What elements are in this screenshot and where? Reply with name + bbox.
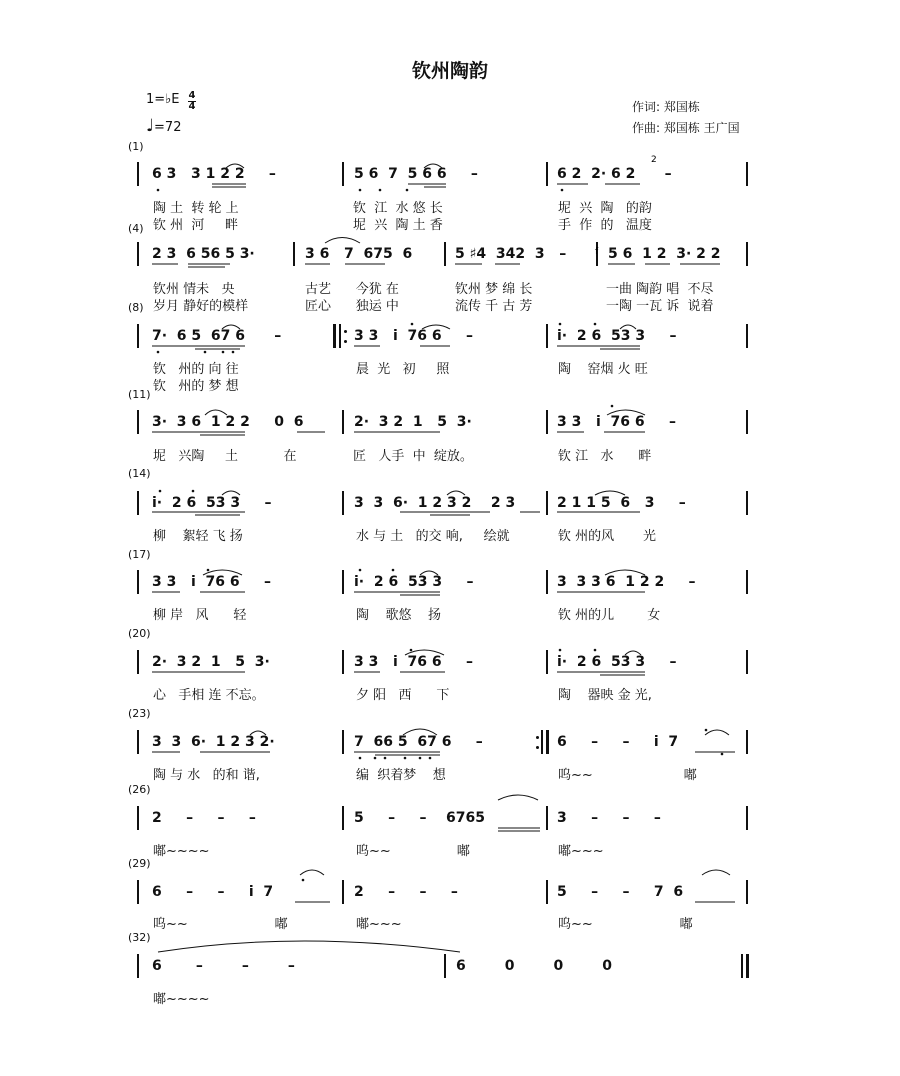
notation: 3 3 6· 1 2 3 2· (152, 734, 275, 750)
notation: 3 – – – (557, 810, 661, 826)
notation: 2 3 6 56 5 3· (152, 246, 255, 262)
measure-number: (14) (128, 467, 151, 480)
lyric-line: 心 手相 连 不忘。 (153, 688, 265, 703)
lyric-line: 坭 兴 陶 土 香 (353, 218, 443, 233)
notation: 6 2 2· 6 2 – (557, 166, 672, 182)
notation: 6 3 3 1 2 2 – (152, 166, 276, 182)
lyric-line: 夕 阳 西 下 (356, 688, 450, 703)
notation: i· 2 6 53 3 – (557, 654, 677, 670)
song-title: 钦州陶韵 (411, 60, 488, 82)
notation: 7· 6 5 67 6 – (152, 328, 282, 344)
measure-number: (20) (128, 627, 151, 640)
notation: 3· 3 6 1 2 2 0 6 (152, 414, 304, 430)
time-signature-top: 4 (188, 90, 196, 101)
lyric-line: 一陶 一瓦 诉 说着 (606, 299, 714, 314)
measure-number: (1) (128, 140, 144, 153)
notation: 2· 3 2 1 5 3· (152, 654, 270, 670)
lyric-line: 陶 土 转 轮 上 (153, 201, 239, 216)
lyric-line: 钦 州的儿 女 (558, 608, 661, 623)
notation: 5 ♯4 342 3 – (455, 246, 567, 262)
svg-text:2: 2 (651, 155, 657, 165)
lyric-line: 陶 歌悠 扬 (356, 608, 442, 623)
key-signature: 1=♭E (146, 92, 180, 107)
composer-credit: 作曲: 郑国栋 王广国 (632, 121, 740, 135)
tempo-marking (146, 116, 181, 136)
notation: 2 1 1 5 6 3 – (557, 495, 686, 511)
notation: i· 2 6 53 3 – (152, 495, 272, 511)
lyric-line: 手 作 的 温度 (558, 218, 652, 233)
notation: 3 3 i 76 6 – (354, 328, 473, 344)
notation: 3 6 7 675 6 (305, 246, 413, 262)
lyric-line: 陶 与 水 的和 谐, (153, 768, 260, 783)
notation: 6 0 0 0 (456, 958, 612, 974)
measure-number: (23) (128, 707, 151, 720)
notation: 2 – – – (152, 810, 256, 826)
lyric-line: 陶 窑烟 火 旺 (558, 362, 648, 377)
lyric-line: 嘟~~~~ (153, 992, 210, 1007)
lyric-line: 钦 州 河 畔 (153, 218, 239, 233)
notation: 3 3 3 6 1 2 2 – (557, 574, 696, 590)
measure-number: (11) (128, 388, 151, 401)
tempo-value: =72 (154, 120, 182, 135)
notation: 5 6 1 2 3· 2 2 (608, 246, 721, 262)
lyric-line: 匠 人手 中 绽放。 (353, 449, 473, 464)
lyric-line: 钦 江 水 悠 长 (353, 201, 443, 216)
lyric-line: 嘟~~~ (558, 844, 604, 859)
notation: 3 3 i 76 6 – (354, 654, 473, 670)
lyric-line: 钦 州的 向 往 (153, 362, 239, 377)
lyric-line: 坭 兴陶 土 在 (153, 449, 297, 464)
measure-number: (26) (128, 783, 151, 796)
lyric-line: 呜~~ 嘟 (153, 917, 288, 932)
lyric-line: 柳 岸 风 轻 (153, 608, 247, 623)
lyric-line: 陶 器映 金 光, (558, 688, 652, 703)
measure-number: (8) (128, 301, 144, 314)
lyric-line: 匠心 独运 中 (305, 299, 399, 314)
notation: 3 3 i 76 6 – (557, 414, 676, 430)
notation: 5 – – 7 6 (557, 884, 684, 900)
lyric-line: 钦 州的 梦 想 (153, 379, 239, 394)
measure-number: (29) (128, 857, 151, 870)
notation: 6 – – – (152, 958, 295, 974)
time-signature (188, 91, 196, 112)
notation: 5 – – 6765 (354, 810, 485, 826)
lyric-line: 岁月 静好的模样 (153, 299, 249, 314)
lyric-line: 嘟~~~ (356, 917, 402, 932)
svg-text:f: f (595, 247, 599, 257)
notation: 7 66 5 67 6 – (354, 734, 483, 750)
notation: 2· 3 2 1 5 3· (354, 414, 472, 430)
notation: i· 2 6 53 3 – (557, 328, 677, 344)
lyric-line: 编 织着梦 想 (356, 768, 446, 783)
lyric-line: 水 与 土 的交 响, 绘就 (356, 529, 510, 544)
notation: 2 – – – (354, 884, 458, 900)
lyric-line: 呜~~ 嘟 (558, 917, 693, 932)
measure-number: (17) (128, 548, 151, 561)
lyric-line: 钦 州的风 光 (558, 529, 657, 544)
lyric-line: 呜~~ 嘟 (356, 844, 470, 859)
measure-number: (32) (128, 931, 151, 944)
notation: 6 – – i 7 (557, 734, 679, 750)
notation: 3 3 i 76 6 – (152, 574, 271, 590)
lyric-line: 钦 江 水 畔 (558, 449, 652, 464)
quarter-note-icon: ♩ (146, 116, 155, 136)
time-signature-bottom: 4 (188, 101, 196, 112)
lyric-line: 流传 千 古 芳 (455, 299, 533, 314)
notation: 3 3 6· 1 2 3 2 2 3 (354, 495, 516, 511)
notation: 6 – – i 7 (152, 884, 274, 900)
lyric-line: 呜~~ 嘟 (558, 768, 697, 783)
lyric-line: 柳 絮轻 飞 扬 (153, 529, 243, 544)
measure-number: (4) (128, 222, 144, 235)
notation: i· 2 6 53 3 – (354, 574, 474, 590)
lyricist-credit: 作词: 郑国栋 (632, 100, 700, 114)
notation: 5 6 7 5 6 6 – (354, 166, 478, 182)
lyric-line: 古艺 今犹 在 (305, 282, 399, 297)
lyric-line: 钦州 梦 绵 长 (455, 282, 533, 297)
lyric-line: 晨 光 初 照 (356, 362, 450, 377)
lyric-line: 坭 兴 陶 的韵 (558, 201, 652, 216)
lyric-line: 钦州 情未 央 (153, 282, 235, 297)
lyric-line: 嘟~~~~ (153, 844, 210, 859)
lyric-line: 一曲 陶韵 唱 不尽 (606, 282, 714, 297)
